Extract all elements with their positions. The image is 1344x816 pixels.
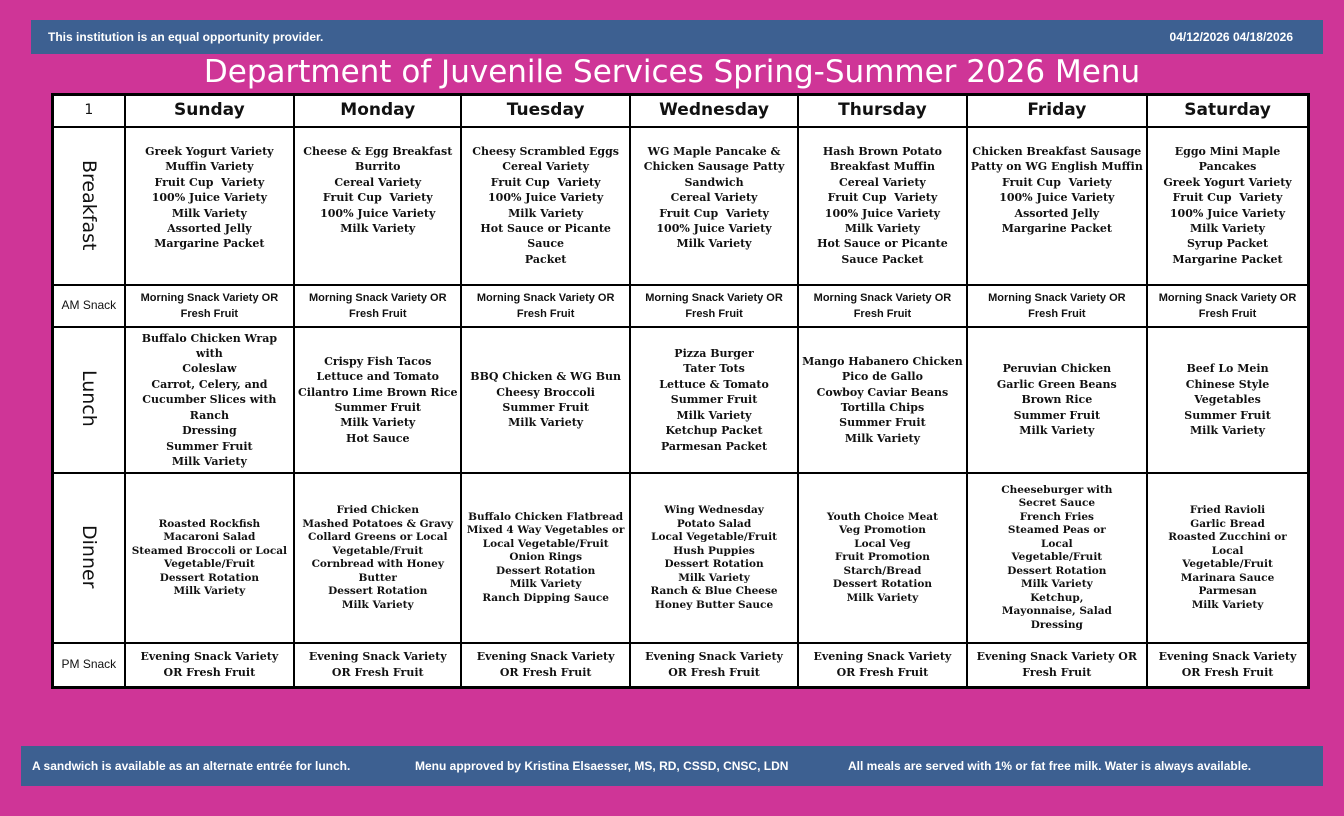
menu-item: Dressing <box>182 424 237 438</box>
menu-item: Assorted Jelly <box>167 222 252 236</box>
menu-item: Milk Variety <box>340 416 416 430</box>
menu-item: Summer Fruit <box>502 401 589 414</box>
menu-item: Summer Fruit <box>1013 408 1101 422</box>
menu-item: 100% Juice Variety <box>320 206 436 220</box>
menu-item: Collard Greens or Local <box>308 531 448 543</box>
menu-item: Dessert Rotation <box>159 571 259 584</box>
menu-item: Milk Variety <box>844 431 920 445</box>
menu-item: Mixed 4 Way Vegetables or <box>466 524 625 537</box>
day-header-wednesday: Wednesday <box>630 95 798 128</box>
menu-item: Peruvian Chicken <box>1002 362 1112 376</box>
menu-item: Packet <box>524 252 567 266</box>
menu-item: Morning Snack Variety OR <box>476 292 615 304</box>
pm-snack-cell-tuesday <box>461 643 629 687</box>
menu-item: Milk Variety <box>508 416 584 430</box>
menu-item: OR Fresh Fruit <box>836 665 929 679</box>
menu-item: Carrot, Celery, and <box>151 377 268 391</box>
menu-item: Margarine Packet <box>154 237 265 251</box>
menu-item: Local <box>1041 537 1073 550</box>
day-header-tuesday: Tuesday <box>461 95 629 128</box>
menu-item: Summer Fruit <box>334 401 422 414</box>
menu-item: Garlic Bread <box>1190 517 1265 530</box>
menu-item: Beef Lo Mein <box>1186 362 1269 376</box>
menu-item: Fruit Cup Variety <box>659 206 769 220</box>
breakfast-label <box>53 127 125 285</box>
menu-item: Fried Chicken <box>336 504 419 516</box>
menu-item: Fruit Cup Variety <box>154 175 265 189</box>
menu-item: Morning Snack Variety OR <box>813 292 952 304</box>
menu-item: Chicken Breakfast Sausage <box>972 145 1142 158</box>
menu-item: Vegetable/Fruit <box>164 558 255 570</box>
menu-item: Greek Yogurt Variety <box>1163 175 1292 189</box>
menu-item: Dessert Rotation <box>1007 564 1107 577</box>
menu-item: Chinese Style <box>1185 377 1270 391</box>
lunch-cell-thursday <box>798 327 966 473</box>
menu-item: Fresh Fruit <box>1022 665 1092 679</box>
day-header-friday: Friday <box>967 95 1147 128</box>
pm-snack-cell-thursday <box>798 643 966 687</box>
am-snack-cell-thursday <box>798 285 966 327</box>
menu-item: Fruit Cup Variety <box>827 191 938 205</box>
menu-item: Local Vegetable/Fruit <box>482 537 609 550</box>
menu-item: Pizza Burger <box>674 347 754 361</box>
dinner-cell-friday <box>967 473 1147 643</box>
date-range: 04/12/2026 04/18/2026 <box>1169 30 1293 44</box>
dinner-cell-tuesday <box>461 473 629 643</box>
pm-snack-cell-wednesday <box>630 643 798 687</box>
menu-item: Milk Variety <box>171 454 247 468</box>
menu-item: OR Fresh Fruit <box>331 665 424 679</box>
menu-item: Cheese & Egg Breakfast <box>303 145 453 158</box>
menu-item: OR Fresh Fruit <box>668 665 760 679</box>
menu-item: Coleslaw <box>182 362 237 376</box>
lunch-cell-tuesday <box>461 327 629 473</box>
am-snack-cell-sunday <box>125 285 294 327</box>
menu-item: Evening Snack Variety <box>308 649 447 663</box>
menu-item: Dessert Rotation <box>496 564 596 577</box>
menu-item: Fruit Cup Variety <box>490 175 601 189</box>
dinner-label-text: Dinner <box>77 525 100 589</box>
menu-item: Ranch & Blue Cheese <box>650 585 778 597</box>
menu-item: French Fries <box>1019 510 1094 523</box>
menu-item: Tater Tots <box>683 362 745 376</box>
day-header-sunday: Sunday <box>125 95 294 128</box>
menu-item: Vegetable/Fruit <box>1011 551 1103 564</box>
menu-item: Milk Variety <box>1189 424 1266 438</box>
menu-item: Patty on WG English Muffin <box>970 160 1143 174</box>
dinner-label <box>53 473 125 643</box>
menu-item: Marinara Sauce <box>1180 571 1275 584</box>
menu-item: Onion Rings <box>509 551 582 564</box>
menu-item: Honey Butter Sauce <box>654 598 774 611</box>
menu-item: Morning Snack Variety OR <box>308 292 447 304</box>
menu-item: Steamed Peas or <box>1007 524 1106 537</box>
menu-item: Dessert Rotation <box>664 558 764 570</box>
menu-item: Milk Variety <box>1019 424 1095 438</box>
menu-item: Evening Snack Variety <box>140 649 279 663</box>
menu-item: Summer Fruit <box>166 439 253 453</box>
menu-item: Morning Snack Variety OR <box>645 292 783 304</box>
am-snack-cell-monday <box>294 285 461 327</box>
menu-item: Secret Sauce <box>1018 497 1096 510</box>
menu-item: 100% Juice Variety <box>824 206 941 220</box>
menu-item: Buffalo Chicken Flatbread <box>468 510 624 523</box>
menu-item: Fruit Cup Variety <box>322 191 433 205</box>
menu-item: Evening Snack Variety <box>813 649 952 663</box>
menu-item: Cheesy Scrambled Eggs <box>472 145 619 158</box>
week-number: 1 <box>53 95 125 128</box>
menu-item: OR Fresh Fruit <box>163 665 256 679</box>
menu-item: Morning Snack Variety OR <box>1158 292 1297 304</box>
breakfast-cell-friday <box>967 127 1147 285</box>
menu-item: Margarine Packet <box>1172 252 1283 266</box>
menu-item: Cucumber Slices with Ranch <box>142 393 281 422</box>
menu-item: Vegetable/Fruit <box>1182 558 1273 570</box>
menu-item: Sandwich <box>684 175 744 189</box>
dinner-cell-sunday <box>125 473 294 643</box>
am-snack-cell-wednesday <box>630 285 798 327</box>
menu-item: Dessert Rotation <box>832 578 933 591</box>
menu-approval: Menu approved by Kristina Elsaesser, MS, RD, CSSD, CNSC, LDN <box>415 759 789 773</box>
menu-item: Local Vegetable/Fruit <box>651 531 777 543</box>
days-header-row <box>53 95 1309 128</box>
menu-item: Milk Variety <box>340 222 416 236</box>
menu-item: 100% Juice Variety <box>999 191 1115 205</box>
menu-item: Starch/Bread <box>843 564 922 577</box>
weekly-menu-table <box>51 93 1310 689</box>
menu-item: Cereal Variety <box>839 175 926 189</box>
menu-item: Morning Snack Variety OR <box>140 292 279 304</box>
menu-item: Ketchup Packet <box>665 424 763 438</box>
lunch-cell-sunday <box>125 327 294 473</box>
menu-item: OR Fresh Fruit <box>1181 665 1274 679</box>
am-snack-label: AM Snack <box>53 285 125 327</box>
menu-item: Pico de Gallo <box>841 370 923 384</box>
menu-item: Wing Wednesday <box>664 504 764 516</box>
am-snack-cell-friday <box>967 285 1147 327</box>
menu-item: Dressing <box>1030 618 1083 631</box>
lunch-cell-wednesday <box>630 327 798 473</box>
menu-item: Fresh Fruit <box>1198 308 1257 320</box>
lunch-row <box>53 327 1309 473</box>
menu-item: Milk Variety <box>678 571 750 584</box>
menu-item: Evening Snack Variety <box>645 649 783 663</box>
menu-item: Milk Variety <box>1189 222 1266 236</box>
menu-item: WG Maple Pancake & <box>647 145 781 158</box>
footer-bar <box>21 746 1323 786</box>
menu-item: Buffalo Chicken Wrap with <box>141 331 281 361</box>
lunch-cell-saturday <box>1147 327 1308 473</box>
menu-item: Butter <box>358 571 397 584</box>
menu-item: Pancakes <box>1198 160 1257 174</box>
menu-item: Summer Fruit <box>839 416 926 430</box>
menu-item: Parmesan <box>1198 585 1257 597</box>
menu-item: Lettuce and Tomato <box>316 370 440 384</box>
lunch-label-text: Lunch <box>77 370 100 428</box>
menu-item: Evening Snack Variety <box>476 649 615 663</box>
menu-item: OR Fresh Fruit <box>499 665 592 679</box>
menu-item: 100% Juice Variety <box>656 222 772 236</box>
header-bar <box>31 20 1323 54</box>
menu-item: Cowboy Caviar Beans <box>816 385 949 399</box>
milk-water-note: All meals are served with 1% or fat free milk. Water is always available. <box>848 759 1252 773</box>
menu-item: Milk Variety <box>171 206 247 220</box>
menu-item: Hot Sauce or Picante <box>817 237 948 251</box>
breakfast-cell-saturday <box>1147 127 1308 285</box>
menu-item: Hot Sauce or Picante Sauce <box>480 222 615 251</box>
menu-item: Muffin Variety <box>165 160 254 174</box>
menu-item: Hush Puppies <box>673 544 755 557</box>
breakfast-cell-thursday <box>798 127 966 285</box>
menu-item: Milk Variety <box>676 237 752 251</box>
day-header-monday: Monday <box>294 95 461 128</box>
pm-snack-cell-saturday <box>1147 643 1308 687</box>
menu-item: Parmesan Packet <box>660 439 768 453</box>
menu-item: Local Veg <box>854 537 911 550</box>
dinner-row <box>53 473 1309 643</box>
breakfast-label-text: Breakfast <box>77 159 100 251</box>
menu-item: Assorted Jelly <box>1014 206 1100 220</box>
menu-item: Fresh Fruit <box>516 308 575 320</box>
menu-item: 100% Juice Variety <box>151 191 267 205</box>
pm-snack-cell-monday <box>294 643 461 687</box>
menu-item: Evening Snack Variety OR <box>976 649 1137 663</box>
am-snack-cell-saturday <box>1147 285 1308 327</box>
dinner-cell-monday <box>294 473 461 643</box>
menu-item: Ranch Dipping Sauce <box>482 591 609 604</box>
menu-item: Tortilla Chips <box>840 401 925 414</box>
pm-snack-row <box>53 643 1309 687</box>
menu-item: Milk Variety <box>509 578 582 591</box>
menu-item: Mashed Potatoes & Gravy <box>302 517 454 530</box>
menu-item: Cheeseburger with <box>1001 483 1113 496</box>
menu-item: Milk Variety <box>846 591 919 604</box>
menu-item: Cornbread with Honey <box>311 558 444 570</box>
breakfast-row <box>53 127 1309 285</box>
menu-item: Milk Variety <box>676 408 752 422</box>
menu-item: Greek Yogurt Variety <box>145 145 274 158</box>
dinner-cell-wednesday <box>630 473 798 643</box>
menu-item: Ketchup, <box>1030 591 1084 604</box>
equal-opportunity-notice: This institution is an equal opportunity provider. <box>48 30 324 44</box>
menu-item: Hot Sauce <box>346 431 410 445</box>
menu-item: Fresh Fruit <box>180 308 239 320</box>
menu-item: Milk Variety <box>844 222 920 236</box>
day-header-saturday: Saturday <box>1147 95 1308 128</box>
menu-item: Fruit Cup Variety <box>1172 191 1283 205</box>
day-header-thursday: Thursday <box>798 95 966 128</box>
menu-item: 100% Juice Variety <box>1169 206 1286 220</box>
menu-item: Milk Variety <box>1191 598 1264 611</box>
lunch-label <box>53 327 125 473</box>
menu-item: Cereal Variety <box>502 160 590 174</box>
dinner-cell-saturday <box>1147 473 1308 643</box>
menu-item: Potato Salad <box>676 517 752 530</box>
pm-snack-label: PM Snack <box>53 643 125 687</box>
menu-item: Chicken Sausage Patty <box>643 160 785 174</box>
pm-snack-cell-sunday <box>125 643 294 687</box>
menu-title: Department of Juvenile Services Spring-Summer 2026 Menu <box>203 54 1141 90</box>
lunch-cell-monday <box>294 327 461 473</box>
breakfast-cell-sunday <box>125 127 294 285</box>
breakfast-cell-monday <box>294 127 461 285</box>
menu-item: Fresh Fruit <box>349 308 407 320</box>
menu-item: Milk Variety <box>1021 578 1093 591</box>
menu-item: Lettuce & Tomato <box>659 377 769 391</box>
menu-item: Milk Variety <box>341 598 414 611</box>
menu-item: Fried Ravioli <box>1189 504 1266 516</box>
dinner-cell-thursday <box>798 473 966 643</box>
lunch-cell-friday <box>967 327 1147 473</box>
menu-item: Cheesy Broccoli <box>496 385 595 399</box>
menu-item: Veg Promotion <box>838 524 926 537</box>
menu-item: Mango Habanero Chicken <box>802 354 963 368</box>
menu-item: Burrito <box>355 160 401 174</box>
menu-item: Vegetable/Fruit <box>332 544 424 557</box>
menu-item: Summer Fruit <box>670 393 758 407</box>
menu-item: Cilantro Lime Brown Rice <box>298 385 458 399</box>
menu-item: Morning Snack Variety OR <box>988 292 1126 304</box>
menu-item: Youth Choice Meat <box>826 510 938 523</box>
menu-item: Milk Variety <box>508 206 584 220</box>
menu-item: Vegetables <box>1194 393 1261 407</box>
menu-item: Local <box>1211 544 1244 557</box>
pm-snack-cell-friday <box>967 643 1147 687</box>
menu-item: Breakfast Muffin <box>829 160 936 174</box>
menu-item: Macaroni Salad <box>163 531 256 543</box>
menu-item: Syrup Packet <box>1186 237 1269 251</box>
menu-item: Brown Rice <box>1021 393 1093 407</box>
am-snack-row <box>53 285 1309 327</box>
menu-item: BBQ Chicken & WG Bun <box>470 370 621 384</box>
menu-item: Milk Variety <box>173 585 246 597</box>
menu-item: Cereal Variety <box>670 191 758 205</box>
menu-item: Garlic Green Beans <box>996 377 1117 391</box>
menu-item: Roasted Rockfish <box>158 517 261 530</box>
menu-item: Cereal Variety <box>334 175 422 189</box>
menu-item: Fresh Fruit <box>685 308 743 320</box>
menu-item: Hash Brown Potato <box>822 145 943 158</box>
menu-item: Steamed Broccoli or Local <box>131 544 288 557</box>
menu-item: Fruit Promotion <box>834 551 930 564</box>
menu-item: Dessert Rotation <box>328 585 428 597</box>
sandwich-note: A sandwich is available as an alternate entrée for lunch. <box>32 759 351 773</box>
menu-item: Summer Fruit <box>1184 408 1271 422</box>
menu-item: Mayonnaise, Salad <box>1001 605 1112 618</box>
menu-item: Eggo Mini Maple <box>1174 145 1281 158</box>
menu-item: Fresh Fruit <box>853 308 912 320</box>
breakfast-cell-tuesday <box>461 127 629 285</box>
menu-item: Crispy Fish Tacos <box>324 354 432 368</box>
menu-item: Evening Snack Variety <box>1158 649 1297 663</box>
menu-item: Fruit Cup Variety <box>1001 175 1112 189</box>
menu-item: Fresh Fruit <box>1028 308 1086 320</box>
menu-item: Margarine Packet <box>1001 222 1112 236</box>
menu-item: 100% Juice Variety <box>488 191 604 205</box>
menu-item: Sauce Packet <box>841 252 924 266</box>
menu-item: Roasted Zucchini or <box>1168 531 1287 543</box>
breakfast-cell-wednesday <box>630 127 798 285</box>
am-snack-cell-tuesday <box>461 285 629 327</box>
